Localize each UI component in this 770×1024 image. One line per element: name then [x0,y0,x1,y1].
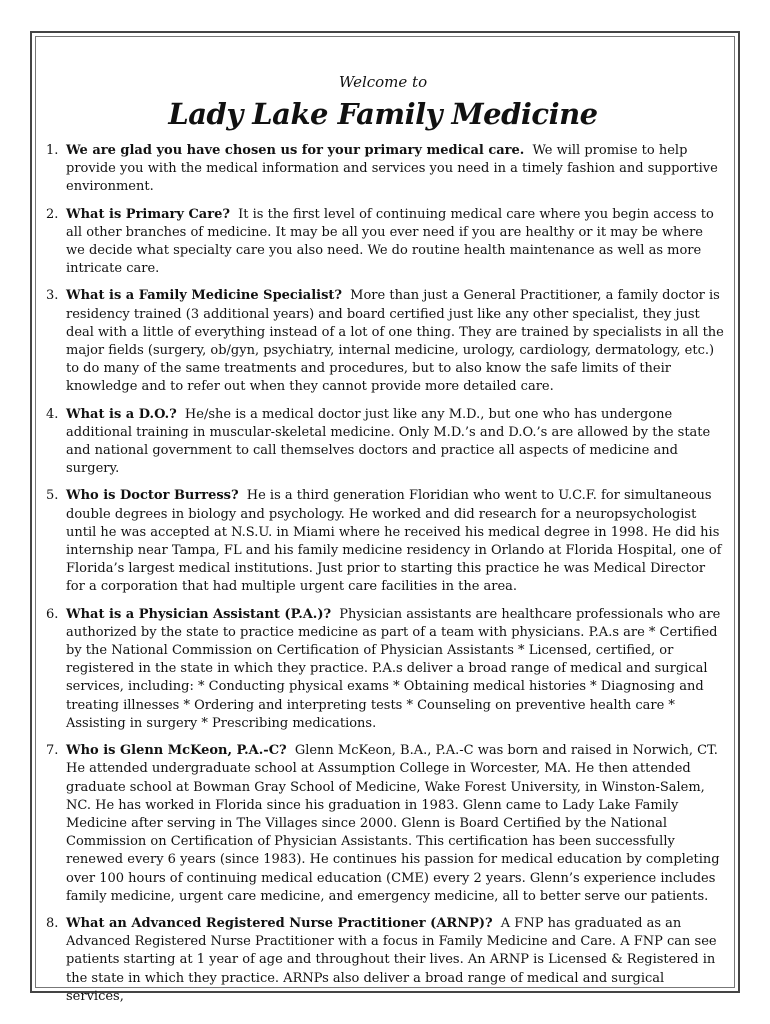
item-answer: Glenn McKeon, B.A., P.A.-C was born and raised in Norwich, CT. He attended undergraduate school at Assumption College in Worcester, MA. He then attended graduate school at Bowman Gray School of Medicine, Wake Forest University, in Winston-Salem, NC. He has worked in Florida since his graduation in 1983. Glenn came to Lady Lake Family Medicine after serving in The Villages since 2000. Glenn is Board Certified by the National Commission on Certification of Physician Assistants. This certification has been successfully renewed every 6 years (since 1983). He continues his passion for medical education by completing over 100 hours of continuing medical education (CME) every 2 years. Glenn’s experience includes family medicine, urgent care medicine, and emergency medicine, all to better serve our patients. [66,743,720,904]
item-number: 6. [46,606,59,622]
item-number: 3. [46,288,59,304]
faq-list [41,142,725,1006]
document-body [41,67,725,1015]
item-answer: It is the first level of continuing medical care where you begin access to all other branches of medicine. It may be all you ever need if you are healthy or it may be where we decide what specialty care you also need. We do routine health maintenance as well as more intricate care. [66,206,714,277]
item-number: 4. [46,406,59,422]
faq-item-5 [41,487,725,596]
page-title: Lady Lake Family Medicine [168,97,598,131]
faq-item-7 [41,742,725,906]
item-question: What is Primary Care? [66,206,230,222]
faq-item-1 [41,142,725,197]
item-question: Who is Glenn McKeon, P.A.-C? [66,743,287,759]
item-answer: Physician assistants are healthcare professionals who are authorized by the state to practice medicine as part of a team with physicians. P.A.s are * Certified by the National Commission on Certification of Physician Assistants * Licensed, certified, or registered in the state in which they practice. P.A.s deliver a broad range of medical and surgical services, including: * Conducting physical exams * Obtaining medical histories * Diagnosing and treating illnesses * Ordering and interpreting tests * Counseling on preventive health care * Assisting in surgery * Prescribing medications. [66,606,721,731]
page-inner-border [35,36,735,1004]
welcome-heading: Welcome to [338,73,428,91]
faq-item-4 [41,406,725,479]
faq-item-8 [41,915,725,1006]
faq-item-3 [41,287,725,396]
item-answer: A FNP has graduated as an Advanced Registered Nurse Practitioner with a focus in Family Medicine and Care. A FNP can see patients starting at 1 year of age and throughout their lives. An ARNP is Licensed & Registered in the state in which they practice. ARNPs also deliver a broad range of medical and surgical services, [66,915,717,1004]
item-number: 8. [46,915,59,931]
faq-item-6 [41,606,725,733]
item-number: 1. [46,143,59,158]
item-answer: He is a third generation Floridian who went to U.C.F. for simultaneous double degrees in biology and psychology. He worked and did research for a neuropsychologist until he was accepted at N.S.U. in Miami where he received his medical degree in 1998. He did his internship near Tampa, FL and his family medicine residency in Orlando at Florida Hospital, one of Florida’s largest medical institutions. Just prior to starting this practice he was Medical Director for a corporation that had multiple urgent care facilities in the area. [66,488,722,595]
item-question: We are glad you have chosen us for your primary medical care. [66,143,525,158]
item-number: 5. [46,488,59,504]
item-question: What is a Family Medicine Specialist? [66,288,343,304]
item-question: What is a D.O.? [66,406,177,422]
item-answer: More than just a General Practitioner, a family doctor is residency trained (3 additional years) and board certified just like any other specialist, they just deal with a little of everything instead of a lot of one thing. They are trained by specialists in all the major fields (surgery, ob/gyn, psychiatry, internal medicine, urology, cardiology, dermatology, etc.) to do many of the same treatments and procedures, but to also know the safe limits of their knowledge and to refer out when they cannot provide more detailed care. [66,288,724,395]
item-question: Who is Doctor Burress? [66,488,239,504]
item-number: 2. [46,206,59,222]
faq-item-2 [41,206,725,279]
item-answer: He/she is a medical doctor just like any M.D., but one who has undergone additional training in muscular-skeletal medicine. Only M.D.’s and D.O.’s are allowed by the state and national government to call themselves doctors and practice all aspects of medicine and surgery. [66,406,711,477]
item-question: What an Advanced Registered Nurse Practitioner (ARNP)? [66,915,493,931]
item-question: What is a Physician Assistant (P.A.)? [66,606,332,622]
page-border [30,31,740,1004]
item-answer: We will promise to help provide you with the medical information and services you need in a timely fashion and supportive environment. [66,143,718,195]
item-number: 7. [46,743,59,759]
